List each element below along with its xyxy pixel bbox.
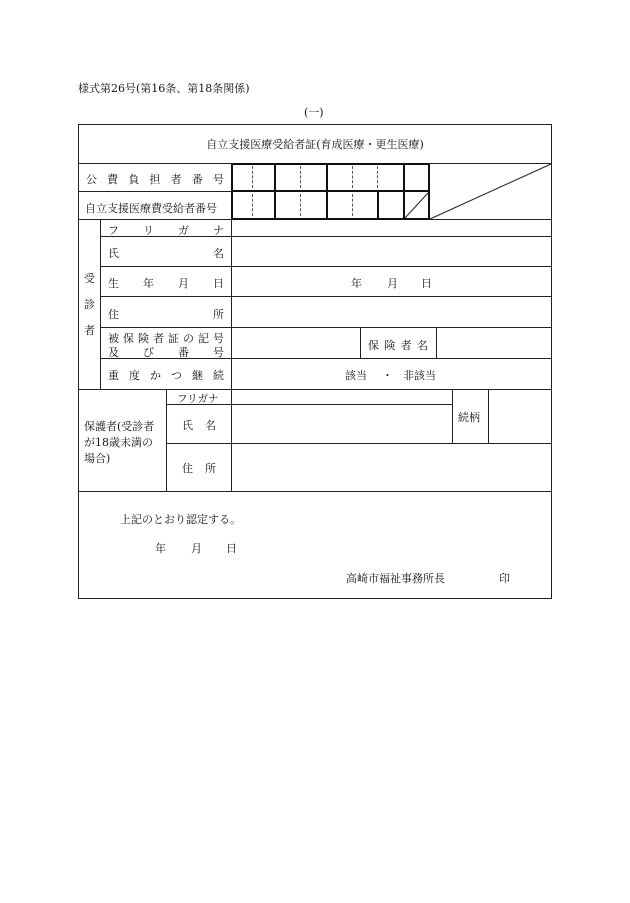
guardian-furigana-label: フリガナ — [177, 393, 219, 405]
certificate-title: 自立支援医療受給者証(育成医療・更生医療) — [206, 138, 424, 151]
insurance-card-label-line1: 被 保 険 者 証 の 記 号 — [108, 332, 224, 345]
guardian-relationship-label: 続柄 — [458, 411, 480, 424]
birth-year-unit: 年 — [351, 277, 362, 290]
certification-text: 上記のとおり認定する。 — [120, 513, 241, 526]
recipient-number-label: 自立支援医療費受給者番号 — [85, 202, 217, 215]
birth-day-unit: 日 — [421, 277, 432, 290]
patient-furigana-field[interactable] — [232, 220, 551, 236]
furigana-label: フ リ ガ ナ — [108, 224, 224, 237]
insurance-card-number-field[interactable] — [232, 328, 360, 358]
guardian-address-field[interactable] — [232, 444, 551, 491]
guardian-address-label: 住 所 — [182, 462, 216, 475]
insurer-name-field[interactable] — [437, 328, 551, 358]
guardian-label-line3: 場合) — [84, 452, 111, 465]
birth-month-unit: 月 — [387, 277, 398, 290]
continuation-separator: ・ — [382, 369, 393, 382]
sheet-number: (一) — [304, 106, 324, 119]
seal-mark: 印 — [499, 572, 510, 585]
continuation-applicable[interactable]: 該当 — [345, 369, 367, 382]
guardian-label-line2: が18歳未満の — [84, 436, 153, 449]
patient-label-2: 診 — [84, 298, 95, 311]
public-payer-number-label: 公 費 負 担 者 番 号 — [86, 173, 224, 186]
name-label: 氏 名 — [108, 247, 224, 260]
address-field[interactable] — [232, 297, 551, 327]
insurance-card-label-line2: 及 び 番 号 — [108, 346, 224, 359]
address-label: 住 所 — [108, 308, 224, 321]
issuer-name: 高崎市福祉事務所長 — [346, 572, 445, 585]
patient-name-field[interactable] — [232, 237, 551, 266]
continuation-not-applicable[interactable]: 非該当 — [403, 369, 436, 382]
certification-month-unit: 月 — [191, 542, 202, 555]
guardian-name-field[interactable] — [232, 405, 452, 443]
patient-label-1: 受 — [84, 272, 95, 285]
patient-label-3: 者 — [84, 324, 95, 337]
guardian-label-line1: 保護者(受診者 — [84, 420, 155, 433]
certification-day-unit: 日 — [226, 542, 237, 555]
form-number-label: 様式第26号(第16条、第18条関係) — [78, 82, 250, 95]
guardian-furigana-field[interactable] — [232, 390, 452, 404]
certification-year-unit: 年 — [155, 542, 166, 555]
insurer-name-label: 保 険 者 名 — [368, 339, 428, 352]
birth-date-label: 生 年 月 日 — [108, 277, 224, 290]
guardian-relationship-field[interactable] — [489, 390, 551, 443]
serious-continuation-label: 重 度 か つ 継 続 — [108, 369, 224, 382]
guardian-name-label: 氏 名 — [182, 419, 216, 432]
